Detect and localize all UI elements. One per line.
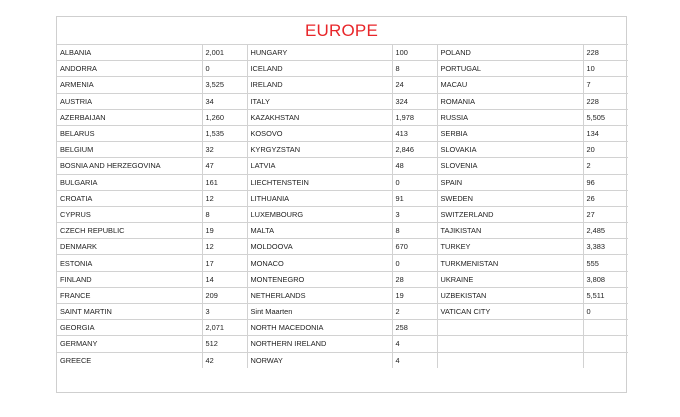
country-name-cell: AUSTRIA bbox=[57, 93, 202, 109]
country-name-cell bbox=[437, 320, 583, 336]
country-value-cell: 14 bbox=[202, 271, 247, 287]
table-row bbox=[57, 125, 628, 141]
country-value-cell: 19 bbox=[202, 223, 247, 239]
country-name-cell: ICELAND bbox=[247, 61, 392, 77]
country-value-cell bbox=[583, 352, 628, 368]
table-row bbox=[57, 158, 628, 174]
country-value-cell: 12 bbox=[202, 190, 247, 206]
country-value-cell: 4 bbox=[392, 352, 437, 368]
table-row bbox=[57, 206, 628, 222]
country-value-cell bbox=[583, 320, 628, 336]
country-value-cell: 0 bbox=[583, 304, 628, 320]
table-row bbox=[57, 255, 628, 271]
country-value-cell: 100 bbox=[392, 45, 437, 61]
country-name-cell: ROMANIA bbox=[437, 93, 583, 109]
country-value-cell: 10 bbox=[583, 61, 628, 77]
country-value-cell: 3,525 bbox=[202, 77, 247, 93]
country-value-cell: 20 bbox=[583, 142, 628, 158]
country-name-cell: KOSOVO bbox=[247, 125, 392, 141]
country-value-cell: 1,978 bbox=[392, 109, 437, 125]
country-value-cell: 2,485 bbox=[583, 223, 628, 239]
table-title: EUROPE bbox=[305, 21, 378, 40]
country-value-cell: 8 bbox=[392, 223, 437, 239]
country-value-cell: 8 bbox=[202, 206, 247, 222]
country-value-cell: 42 bbox=[202, 352, 247, 368]
country-name-cell: TURKEY bbox=[437, 239, 583, 255]
country-name-cell: DENMARK bbox=[57, 239, 202, 255]
country-value-cell: 0 bbox=[202, 61, 247, 77]
country-name-cell bbox=[437, 336, 583, 352]
table-row bbox=[57, 93, 628, 109]
country-value-cell: 47 bbox=[202, 158, 247, 174]
country-value-cell: 0 bbox=[392, 174, 437, 190]
country-name-cell: MOLDOOVA bbox=[247, 239, 392, 255]
country-value-cell: 2,846 bbox=[392, 142, 437, 158]
country-value-cell: 32 bbox=[202, 142, 247, 158]
country-value-cell: 26 bbox=[583, 190, 628, 206]
country-name-cell: POLAND bbox=[437, 45, 583, 61]
country-name-cell: NORTHERN IRELAND bbox=[247, 336, 392, 352]
country-value-cell: 2 bbox=[392, 304, 437, 320]
country-value-cell: 12 bbox=[202, 239, 247, 255]
country-value-cell: 8 bbox=[392, 61, 437, 77]
country-value-cell: 3 bbox=[202, 304, 247, 320]
country-value-cell bbox=[583, 336, 628, 352]
country-value-cell: 209 bbox=[202, 287, 247, 303]
country-value-cell: 413 bbox=[392, 125, 437, 141]
country-value-cell: 19 bbox=[392, 287, 437, 303]
country-value-cell: 5,511 bbox=[583, 287, 628, 303]
country-value-cell: 161 bbox=[202, 174, 247, 190]
country-value-cell: 2,071 bbox=[202, 320, 247, 336]
country-value-cell: 3 bbox=[392, 206, 437, 222]
country-name-cell: BOSNIA AND HERZEGOVINA bbox=[57, 158, 202, 174]
country-name-cell: CZECH REPUBLIC bbox=[57, 223, 202, 239]
country-name-cell: FRANCE bbox=[57, 287, 202, 303]
table-row bbox=[57, 174, 628, 190]
table-row bbox=[57, 45, 628, 61]
country-name-cell: SLOVENIA bbox=[437, 158, 583, 174]
country-name-cell: BELGIUM bbox=[57, 142, 202, 158]
country-name-cell: MONACO bbox=[247, 255, 392, 271]
country-value-cell: 0 bbox=[392, 255, 437, 271]
country-name-cell: CYPRUS bbox=[57, 206, 202, 222]
country-name-cell: GERMANY bbox=[57, 336, 202, 352]
country-name-cell: GREECE bbox=[57, 352, 202, 368]
country-value-cell: 17 bbox=[202, 255, 247, 271]
country-name-cell: SERBIA bbox=[437, 125, 583, 141]
country-value-cell: 258 bbox=[392, 320, 437, 336]
europe-table-panel bbox=[56, 16, 627, 393]
table-row bbox=[57, 142, 628, 158]
country-value-cell: 5,505 bbox=[583, 109, 628, 125]
country-value-cell: 228 bbox=[583, 93, 628, 109]
country-name-cell: KAZAKHSTAN bbox=[247, 109, 392, 125]
country-name-cell: TAJIKISTAN bbox=[437, 223, 583, 239]
country-name-cell: AZERBAIJAN bbox=[57, 109, 202, 125]
country-name-cell: NORTH MACEDONIA bbox=[247, 320, 392, 336]
country-name-cell: NETHERLANDS bbox=[247, 287, 392, 303]
country-name-cell: LITHUANIA bbox=[247, 190, 392, 206]
country-name-cell: CROATIA bbox=[57, 190, 202, 206]
country-name-cell bbox=[437, 352, 583, 368]
table-row bbox=[57, 304, 628, 320]
country-name-cell: SWITZERLAND bbox=[437, 206, 583, 222]
table-row bbox=[57, 336, 628, 352]
country-name-cell: GEORGIA bbox=[57, 320, 202, 336]
table-row bbox=[57, 352, 628, 368]
country-value-cell: 2 bbox=[583, 158, 628, 174]
country-value-cell: 34 bbox=[202, 93, 247, 109]
country-name-cell: PORTUGAL bbox=[437, 61, 583, 77]
country-value-cell: 134 bbox=[583, 125, 628, 141]
country-value-cell: 1,260 bbox=[202, 109, 247, 125]
country-name-cell: RUSSIA bbox=[437, 109, 583, 125]
country-value-cell: 555 bbox=[583, 255, 628, 271]
country-name-cell: VATICAN CITY bbox=[437, 304, 583, 320]
country-name-cell: LUXEMBOURG bbox=[247, 206, 392, 222]
country-value-cell: 1,535 bbox=[202, 125, 247, 141]
country-value-cell: 4 bbox=[392, 336, 437, 352]
country-name-cell: UKRAINE bbox=[437, 271, 583, 287]
table-row bbox=[57, 109, 628, 125]
table-row bbox=[57, 223, 628, 239]
country-value-cell: 27 bbox=[583, 206, 628, 222]
country-name-cell: ANDORRA bbox=[57, 61, 202, 77]
country-value-cell: 670 bbox=[392, 239, 437, 255]
table-row bbox=[57, 287, 628, 303]
country-value-cell: 3,383 bbox=[583, 239, 628, 255]
country-value-cell: 24 bbox=[392, 77, 437, 93]
country-name-cell: Sint Maarten bbox=[247, 304, 392, 320]
country-name-cell: ARMENIA bbox=[57, 77, 202, 93]
country-value-cell: 228 bbox=[583, 45, 628, 61]
country-name-cell: UZBEKISTAN bbox=[437, 287, 583, 303]
country-name-cell: SLOVAKIA bbox=[437, 142, 583, 158]
country-value-cell: 96 bbox=[583, 174, 628, 190]
country-name-cell: SWEDEN bbox=[437, 190, 583, 206]
country-table bbox=[57, 44, 628, 368]
country-value-cell: 91 bbox=[392, 190, 437, 206]
country-name-cell: ALBANIA bbox=[57, 45, 202, 61]
country-name-cell: MACAU bbox=[437, 77, 583, 93]
country-name-cell: BELARUS bbox=[57, 125, 202, 141]
table-row bbox=[57, 271, 628, 287]
table-row bbox=[57, 77, 628, 93]
table-row bbox=[57, 239, 628, 255]
country-name-cell: MALTA bbox=[247, 223, 392, 239]
country-name-cell: LATVIA bbox=[247, 158, 392, 174]
country-value-cell: 48 bbox=[392, 158, 437, 174]
country-name-cell: TURKMENISTAN bbox=[437, 255, 583, 271]
country-name-cell: HUNGARY bbox=[247, 45, 392, 61]
country-value-cell: 2,001 bbox=[202, 45, 247, 61]
country-name-cell: SPAIN bbox=[437, 174, 583, 190]
country-name-cell: BULGARIA bbox=[57, 174, 202, 190]
country-value-cell: 512 bbox=[202, 336, 247, 352]
country-value-cell: 3,808 bbox=[583, 271, 628, 287]
country-name-cell: KYRGYZSTAN bbox=[247, 142, 392, 158]
country-value-cell: 28 bbox=[392, 271, 437, 287]
country-name-cell: ESTONIA bbox=[57, 255, 202, 271]
table-row bbox=[57, 320, 628, 336]
country-name-cell: IRELAND bbox=[247, 77, 392, 93]
table-row bbox=[57, 190, 628, 206]
country-name-cell: ITALY bbox=[247, 93, 392, 109]
country-name-cell: NORWAY bbox=[247, 352, 392, 368]
country-name-cell: LIECHTENSTEIN bbox=[247, 174, 392, 190]
country-name-cell: SAINT MARTIN bbox=[57, 304, 202, 320]
country-value-cell: 324 bbox=[392, 93, 437, 109]
country-value-cell: 7 bbox=[583, 77, 628, 93]
table-row bbox=[57, 61, 628, 77]
country-name-cell: FINLAND bbox=[57, 271, 202, 287]
country-name-cell: MONTENEGRO bbox=[247, 271, 392, 287]
